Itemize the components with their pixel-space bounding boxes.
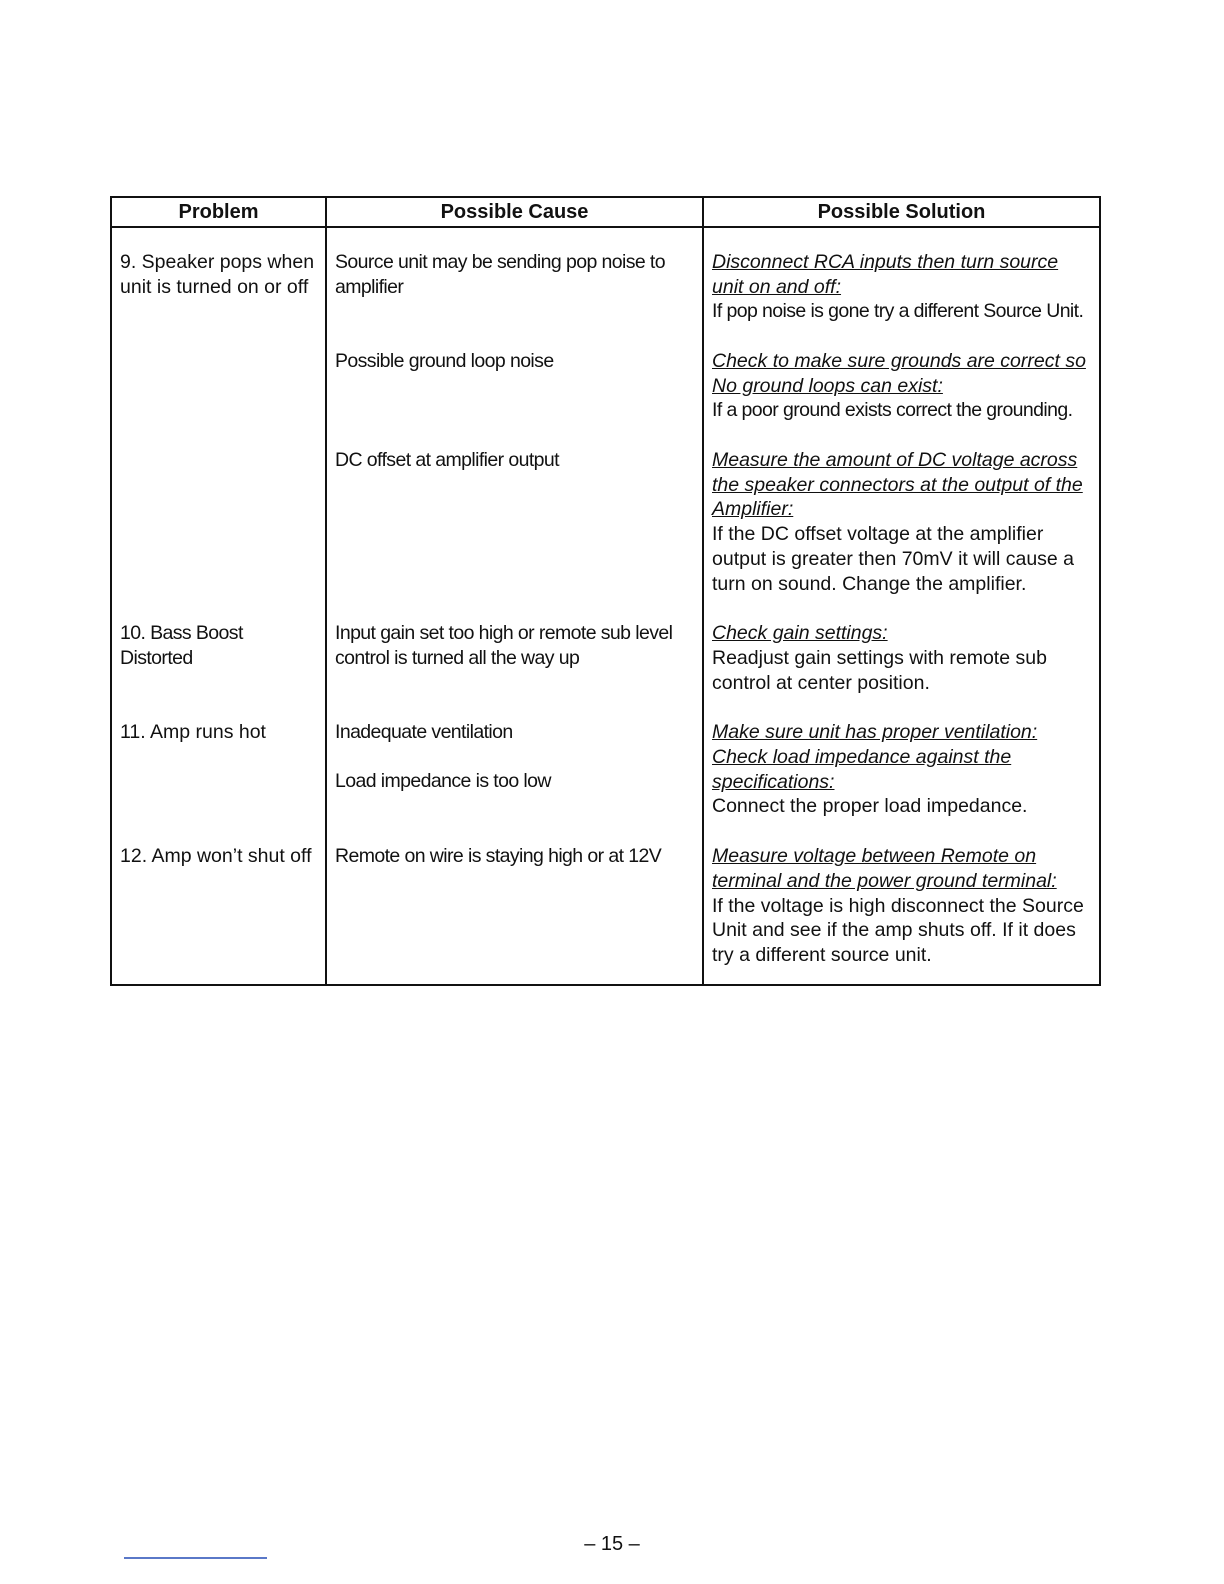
- cause-text: Input gain set too high or remote sub level control is turned all the way up: [335, 622, 673, 669]
- problem-cell: [111, 596, 326, 695]
- solution-cell: [703, 227, 1100, 596]
- solution-heading: Check gain settings:: [712, 622, 888, 645]
- solution-block: [712, 349, 1093, 448]
- cause-text: Inadequate ventilation: [335, 721, 513, 744]
- problem-text: 9. Speaker pops when unit is turned on or off: [120, 251, 315, 298]
- solution-block: [712, 448, 1093, 596]
- solution-text: If pop noise is gone try a different Source Unit.: [712, 300, 1084, 323]
- problem-cell: [111, 227, 326, 596]
- header-problem: Problem: [111, 197, 326, 227]
- table-row: [111, 596, 1100, 695]
- solution-cell: [703, 596, 1100, 695]
- problem-text: 11. Amp runs hot: [120, 721, 266, 744]
- problem-cell: [111, 819, 326, 985]
- solution-text: If the voltage is high disconnect the Source Unit and see if the amp shuts off. If it does try a different source unit.: [712, 894, 1084, 966]
- solution-heading: Make sure unit has proper ventilation:: [712, 721, 1038, 744]
- solution-heading: Disconnect RCA inputs then turn source unit on and off:: [712, 251, 1059, 298]
- cause-text: Possible ground loop noise: [335, 350, 554, 372]
- solution-cell: [703, 695, 1100, 819]
- solution-heading: Measure voltage between Remote on terminal and the power ground terminal:: [712, 845, 1057, 892]
- solution-text: If the DC offset voltage at the amplifier output is greater then 70mV it will cause a turn on sound. Change the amplifier.: [712, 523, 1075, 595]
- solution-heading: Check load impedance against the specifications:: [712, 746, 1012, 793]
- page-number: – 15 –: [584, 1533, 640, 1555]
- solution-text: Readjust gain settings with remote sub control at center position.: [712, 646, 1047, 694]
- footer-rule: [124, 1557, 267, 1559]
- solution-block: [712, 250, 1093, 349]
- problem-text: 12. Amp won’t shut off: [120, 845, 312, 868]
- header-possible-cause: Possible Cause: [326, 197, 703, 227]
- problem-cell: [111, 695, 326, 819]
- cause-cell: [326, 596, 703, 695]
- troubleshooting-table: [110, 196, 1101, 986]
- header-possible-solution: Possible Solution: [703, 197, 1100, 227]
- cause-text: DC offset at amplifier output: [335, 449, 559, 471]
- cause-cell: [326, 819, 703, 985]
- cause-text: Remote on wire is staying high or at 12V: [335, 845, 662, 868]
- troubleshooting-table-container: [110, 196, 1099, 986]
- header-row: [111, 197, 1100, 227]
- solution-cell: [703, 819, 1100, 985]
- table-row: [111, 695, 1100, 819]
- table-row: [111, 819, 1100, 985]
- table-row: [111, 227, 1100, 596]
- cause-text: Source unit may be sending pop noise to amplifier: [335, 251, 665, 298]
- solution-text: Connect the proper load impedance.: [712, 795, 1028, 818]
- solution-text: If a poor ground exists correct the grounding.: [712, 399, 1073, 422]
- cause-text: Load impedance is too low: [335, 770, 551, 793]
- solution-heading: Check to make sure grounds are correct so No ground loops can exist:: [712, 350, 1086, 397]
- cause-cell: [326, 227, 703, 596]
- problem-text: 10. Bass Boost Distorted: [120, 622, 243, 669]
- solution-heading: Measure the amount of DC voltage across the speaker connectors at the output of the Amplifier:: [712, 449, 1083, 521]
- cause-cell: [326, 695, 703, 819]
